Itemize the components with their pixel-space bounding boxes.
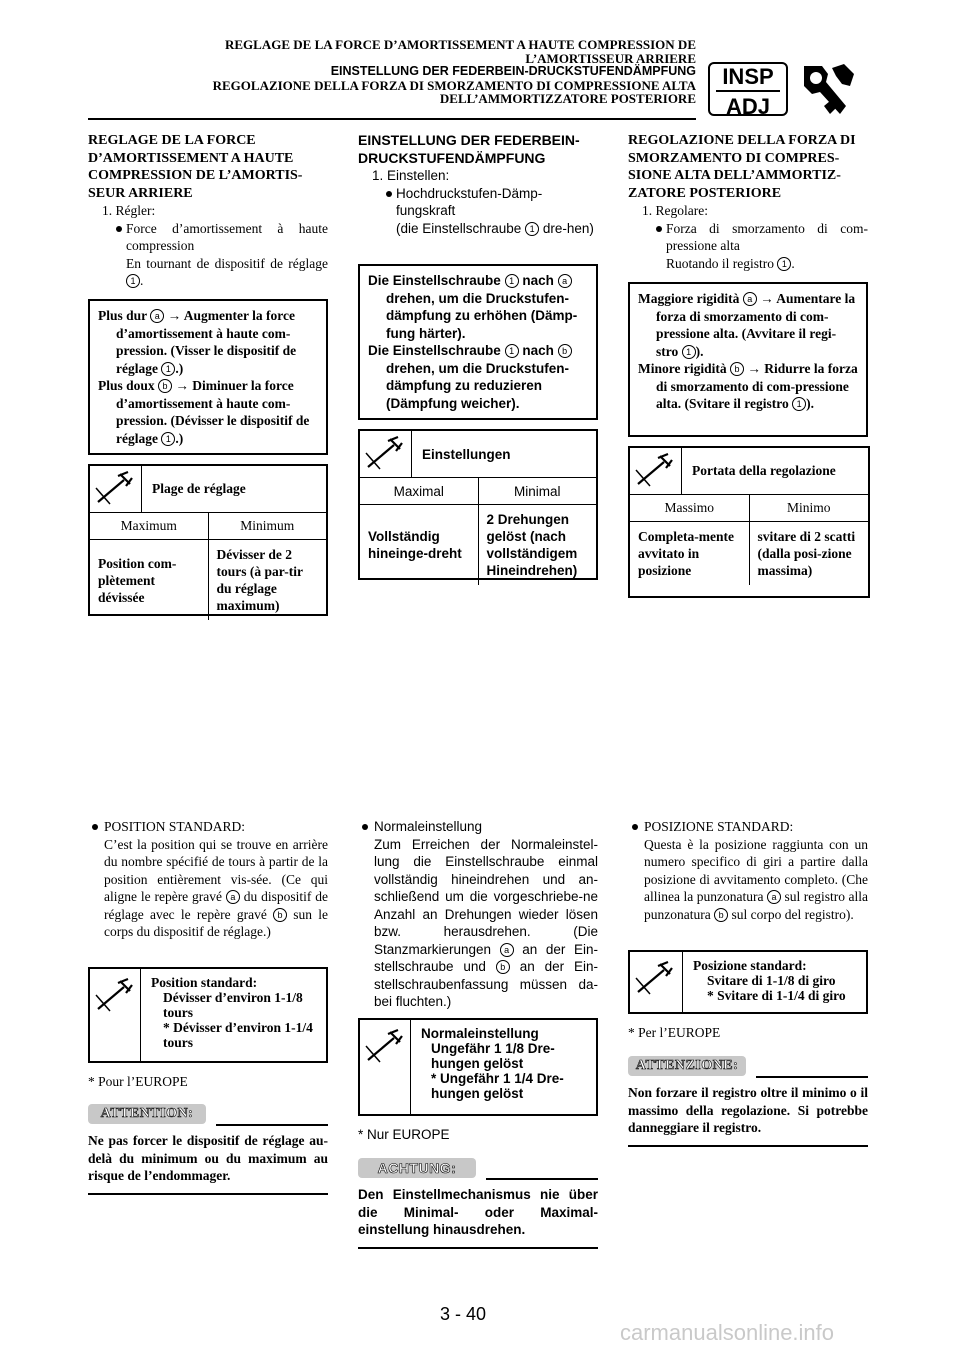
header-line: L’AMORTISSEUR ARRIERE bbox=[525, 50, 696, 66]
mark-a-icon: a bbox=[150, 309, 164, 323]
fr-box-line1: Plus dur a → Augmenter la force d’amortissement à haute com-pression. (Visser le dispositif de réglage 1 .) bbox=[98, 308, 297, 376]
badge-divider bbox=[716, 90, 780, 92]
fr-box-line2: Plus doux b → Diminuer la force d’amortissement à haute com-pression. (Dévisser le dispositif de réglage 1 .) bbox=[98, 378, 310, 446]
de-std-box-l1: Ungefähr 1 1/8 Dre-hungen gelöst bbox=[431, 1041, 555, 1071]
it-bullet-sub: Ruotando il registro 1 . bbox=[666, 255, 795, 271]
mark-a-icon: a bbox=[226, 890, 240, 904]
fr-section bbox=[88, 132, 328, 290]
watermark: carmanualsonline.info bbox=[620, 1320, 835, 1345]
mark-1-icon: 1 bbox=[161, 432, 175, 446]
it-col-max: Massimo bbox=[630, 495, 749, 522]
header-rule bbox=[88, 118, 696, 120]
wrench-tool-icon bbox=[90, 969, 141, 1061]
it-std-bullet: POSIZIONE STANDARD: bbox=[628, 818, 868, 836]
de-box-line2: Die Einstellschraube 1 nach b drehen, um die Druckstufen-dämpfung zu reduzieren (Dämpfung weicher). bbox=[368, 342, 588, 412]
it-val-min: svitare di 2 scatti (dalla posi-zione massima) bbox=[749, 522, 868, 586]
de-std-box-title: Normaleinstellung bbox=[421, 1026, 539, 1041]
mark-a-icon: a bbox=[767, 890, 781, 904]
fr-val-max: Position com-plètement dévissée bbox=[98, 555, 177, 605]
it-val-max: Completa-mente avvitato in posizione bbox=[638, 529, 734, 578]
de-warning bbox=[358, 1156, 598, 1249]
fr-std-text: C’est la position qui se trouve en arrière du nombre spécifié de tours à partir de la position entièrement vis-sée. (Ce qui aligne le repère gravé a du dispositif de réglage avec le repère gravé b sun le corps du dispositif de réglage.) bbox=[104, 836, 329, 939]
it-box-line1: Maggiore rigidità a → Aumentare la forza di smorzamento di com-pressione alta. (Avvitare il regi-stro 1 ). bbox=[638, 291, 856, 359]
de-val-max: Vollständig hineinge-dreht bbox=[368, 529, 462, 561]
it-spec-table bbox=[628, 446, 870, 598]
fr-bullet: Force d’amortissement à haute compression bbox=[88, 220, 328, 255]
fr-col-min: Minimum bbox=[208, 513, 326, 540]
it-spec-title: Portata della regolazione bbox=[692, 463, 836, 478]
de-box-line1: Die Einstellschraube 1 nach a drehen, um die Druckstufen-dämpfung zu erhöhen (Dämp-fung härter). bbox=[368, 273, 578, 341]
it-warning bbox=[628, 1054, 868, 1147]
mark-b-icon: b bbox=[496, 960, 510, 974]
it-std-box-l2: * Svitare di 1-1/4 di giro bbox=[707, 988, 846, 1003]
header-line: REGOLAZIONE DELLA FORZA DI SMORZAMENTO DI COMPRESSIONE ALTA bbox=[212, 77, 696, 93]
mark-b-icon: b bbox=[273, 908, 287, 922]
de-bullet: Hochdruckstufen-Dämp-fungskraft bbox=[358, 185, 598, 220]
fr-spec-table bbox=[88, 464, 328, 616]
it-std-box-l1: Svitare di 1-1/8 di giro bbox=[707, 973, 836, 988]
mark-1-icon: 1 bbox=[777, 257, 791, 271]
header-line: EINSTELLUNG DER FEDERBEIN-DRUCKSTUFENDÄMPFUNG bbox=[330, 64, 696, 78]
fr-val-min: Dévisser de 2 tours (à par-tir du réglage maximum) bbox=[208, 540, 326, 621]
mark-a-icon: a bbox=[558, 274, 572, 288]
mark-1-icon: 1 bbox=[505, 344, 519, 358]
mark-1-icon: 1 bbox=[126, 274, 140, 288]
it-standard-section bbox=[628, 818, 868, 923]
fr-warn-text: Ne pas forcer le dispositif de réglage au-delà du minimum ou du maximum au risque de l’endommager. bbox=[88, 1133, 328, 1183]
it-warn-label: ATTENZIONE: bbox=[628, 1056, 746, 1076]
de-col-max: Maximal bbox=[360, 478, 478, 505]
badge-bottom: ADJ bbox=[725, 94, 770, 119]
badge-top: INSP bbox=[722, 64, 774, 89]
fr-title: REGLAGE DE LA FORCE D’AMORTISSEMENT A HAUTE COMPRESSION DE L’AMORTIS-SEUR ARRIERE bbox=[88, 133, 303, 201]
de-bullet-sub: (die Einstellschraube 1 dre-hen) bbox=[396, 220, 594, 236]
de-std-text: Zum Erreichen der Normaleinstel-lung die Einstellschraube einmal vollständig hineindrehen und an-schließend um die vorgeschriebe-ne Anzahl an Drehungen wieder lösen bzw. herausdrehen. (Die Stanzmarkierungen a an der Ein-stellschraube und b an der Ein-stellschraubenfassung müssen da-bei fluchten.) bbox=[374, 836, 598, 1009]
it-standard-box bbox=[628, 950, 868, 1014]
mark-1-icon: 1 bbox=[505, 274, 519, 288]
de-std-box-l2: * Ungefähr 1 1/4 Dre-hungen gelöst bbox=[431, 1071, 564, 1101]
de-warn-text: Den Einstellmechanismus nie über die Minimal- oder Maximal-einstellung hinausdrehen. bbox=[358, 1187, 598, 1237]
insp-adj-badge bbox=[708, 62, 788, 119]
fr-warn-label: ATTENTION: bbox=[88, 1104, 206, 1124]
de-standard-box bbox=[358, 1018, 598, 1116]
fr-standard-box bbox=[88, 967, 328, 1063]
fr-warning bbox=[88, 1102, 328, 1195]
mark-1-icon: 1 bbox=[792, 397, 806, 411]
it-box-line2: Minore rigidità b → Ridurre la forza di smorzamento di com-pressione alta. (Svitare il registro 1 ). bbox=[638, 361, 858, 411]
page-header bbox=[120, 38, 696, 106]
fr-bullet-sub: En tournant de dispositif de réglage 1 . bbox=[126, 255, 328, 288]
de-adjust-box bbox=[358, 264, 598, 420]
it-note: * Per l’EUROPE bbox=[628, 1025, 721, 1040]
de-val-min: 2 Drehungen gelöst (nach vollständigem Hineindrehen) bbox=[478, 505, 596, 586]
wrench-tool-icon bbox=[90, 466, 142, 512]
mark-1-icon: 1 bbox=[682, 345, 696, 359]
de-step: 1. Einstellen: bbox=[372, 168, 450, 183]
fr-std-box-title: Position standard: bbox=[151, 975, 258, 990]
de-warn-label: ACHTUNG: bbox=[358, 1158, 476, 1178]
de-note: * Nur EUROPE bbox=[358, 1127, 450, 1142]
it-col-min: Minimo bbox=[749, 495, 868, 522]
fr-std-box-l2: * Dévisser d’environ 1-1/4 tours bbox=[163, 1020, 313, 1050]
mark-1-icon: 1 bbox=[161, 362, 175, 376]
fr-standard-section bbox=[88, 818, 328, 941]
fr-col-max: Maximum bbox=[90, 513, 208, 540]
it-std-text: Questa è la posizione raggiunta con un numero specifico di giri a partire dalla posizione di avvitamento completo. (Che allinea la punzonatura a sul registro alla punzonatura b sul corpo del registro). bbox=[644, 836, 868, 922]
fr-adjust-box bbox=[88, 299, 328, 455]
mark-b-icon: b bbox=[158, 379, 172, 393]
it-step: 1. Regolare: bbox=[642, 203, 708, 218]
it-section bbox=[628, 132, 868, 272]
de-col-min: Minimal bbox=[478, 478, 596, 505]
wrench-tool-icon bbox=[630, 448, 682, 494]
de-standard-section bbox=[358, 818, 598, 1011]
fr-std-box-l1: Dévisser d’environ 1-1/8 tours bbox=[163, 990, 303, 1020]
wrench-tool-icon bbox=[360, 431, 412, 477]
fr-std-bullet: POSITION STANDARD: bbox=[88, 818, 328, 836]
de-spec-table bbox=[358, 429, 598, 580]
mark-b-icon: b bbox=[730, 362, 744, 376]
page-number: 3 - 40 bbox=[440, 1304, 487, 1324]
it-bullet: Forza di smorzamento di com-pressione alta bbox=[628, 220, 868, 255]
wrench-tool-icon bbox=[360, 1020, 411, 1114]
fr-spec-title: Plage de réglage bbox=[152, 481, 246, 496]
it-adjust-box bbox=[628, 282, 868, 437]
it-warn-text: Non forzare il registro oltre il minimo o il massimo della regolazione. Si potrebbe danneggiare il registro. bbox=[628, 1085, 868, 1135]
it-title: REGOLAZIONE DELLA FORZA DI SMORZAMENTO DI COMPRES-SIONE ALTA DELL’AMMORTIZ-ZATORE POSTERIORE bbox=[628, 133, 856, 201]
mark-a-icon: a bbox=[500, 943, 514, 957]
fr-note: * Pour l’EUROPE bbox=[88, 1074, 188, 1089]
mark-b-icon: b bbox=[558, 344, 572, 358]
mark-1-icon: 1 bbox=[525, 222, 539, 236]
header-line: REGLAGE DE LA FORCE D’AMORTISSEMENT A HAUTE COMPRESSION DE bbox=[225, 37, 696, 52]
de-title: EINSTELLUNG DER FEDERBEIN-DRUCKSTUFENDÄMPFUNG bbox=[358, 132, 580, 166]
mark-b-icon: b bbox=[714, 908, 728, 922]
fr-step: 1. Régler: bbox=[102, 203, 156, 218]
wrench-spanner-icon bbox=[796, 60, 858, 118]
it-std-box-title: Posizione standard: bbox=[693, 958, 807, 973]
de-spec-title: Einstellungen bbox=[422, 446, 511, 462]
wrench-tool-icon bbox=[630, 952, 683, 1012]
mark-a-icon: a bbox=[743, 292, 757, 306]
header-line: DELL’AMMORTIZZATORE POSTERIORE bbox=[439, 91, 696, 106]
de-std-bullet: Normaleinstellung bbox=[358, 818, 598, 836]
de-section bbox=[358, 132, 598, 237]
